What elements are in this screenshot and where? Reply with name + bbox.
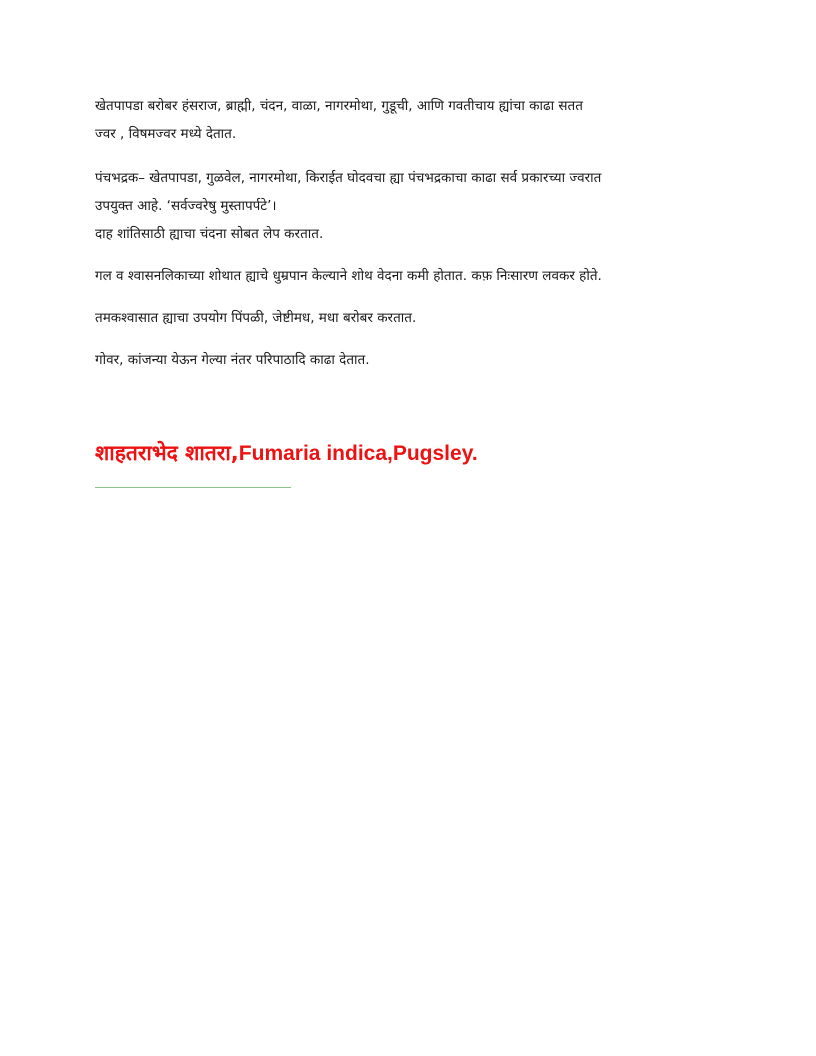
paragraph-shwasanalika bbox=[95, 262, 725, 290]
text-line: उपयुक्त आहे. ‘सर्वज्वरेषु मुस्तापर्पटे’। bbox=[95, 198, 277, 214]
paragraph-govar bbox=[95, 346, 725, 374]
text-line: तमकश्वासात ह्याचा उपयोग पिंपळी, जेष्टीमध, मधा बरोबर करतात. bbox=[95, 310, 417, 326]
text-line: ज्वर , विषमज्वर मध्ये देतात. bbox=[95, 126, 237, 142]
text-line: खेतपापडा बरोबर हंसराज, ब्राह्मी, चंदन, वाळा, नागरमोथा, गुडूची, आणि गवतीचाय ह्यांचा काढा सतत bbox=[95, 98, 583, 114]
paragraph-kheta-papda-kadha bbox=[95, 92, 725, 148]
paragraph-tamakshwas bbox=[95, 304, 725, 332]
text-line: गोवर, कांजन्या येऊन गेल्या नंतर परिपाठादि काढा देतात. bbox=[95, 352, 370, 368]
heading-marathi: शाहतराभेद शातरा, bbox=[95, 441, 239, 465]
text-line: पंचभद्रक– खेतपापडा, गुळवेल, नागरमोथा, किराईत घोदवचा ह्या पंचभद्रकाचा काढा सर्व प्रकारच्या ज्वरात bbox=[95, 170, 602, 186]
text-line: दाह शांतिसाठी ह्याचा चंदना सोबत लेप करतात. bbox=[95, 226, 324, 242]
paragraph-panchabhadrak bbox=[95, 164, 725, 248]
heading-latin: Fumaria indica,Pugsley. bbox=[238, 442, 478, 465]
heading-underline bbox=[95, 487, 291, 488]
text-line: गल व श्वासनलिकाच्या शोथात ह्याचे धुम्रपान केल्याने शोथ वेदना कमी होतात. कफ़ निःसारण लवकर होते. bbox=[95, 268, 602, 284]
section-heading-fumaria bbox=[95, 436, 478, 471]
